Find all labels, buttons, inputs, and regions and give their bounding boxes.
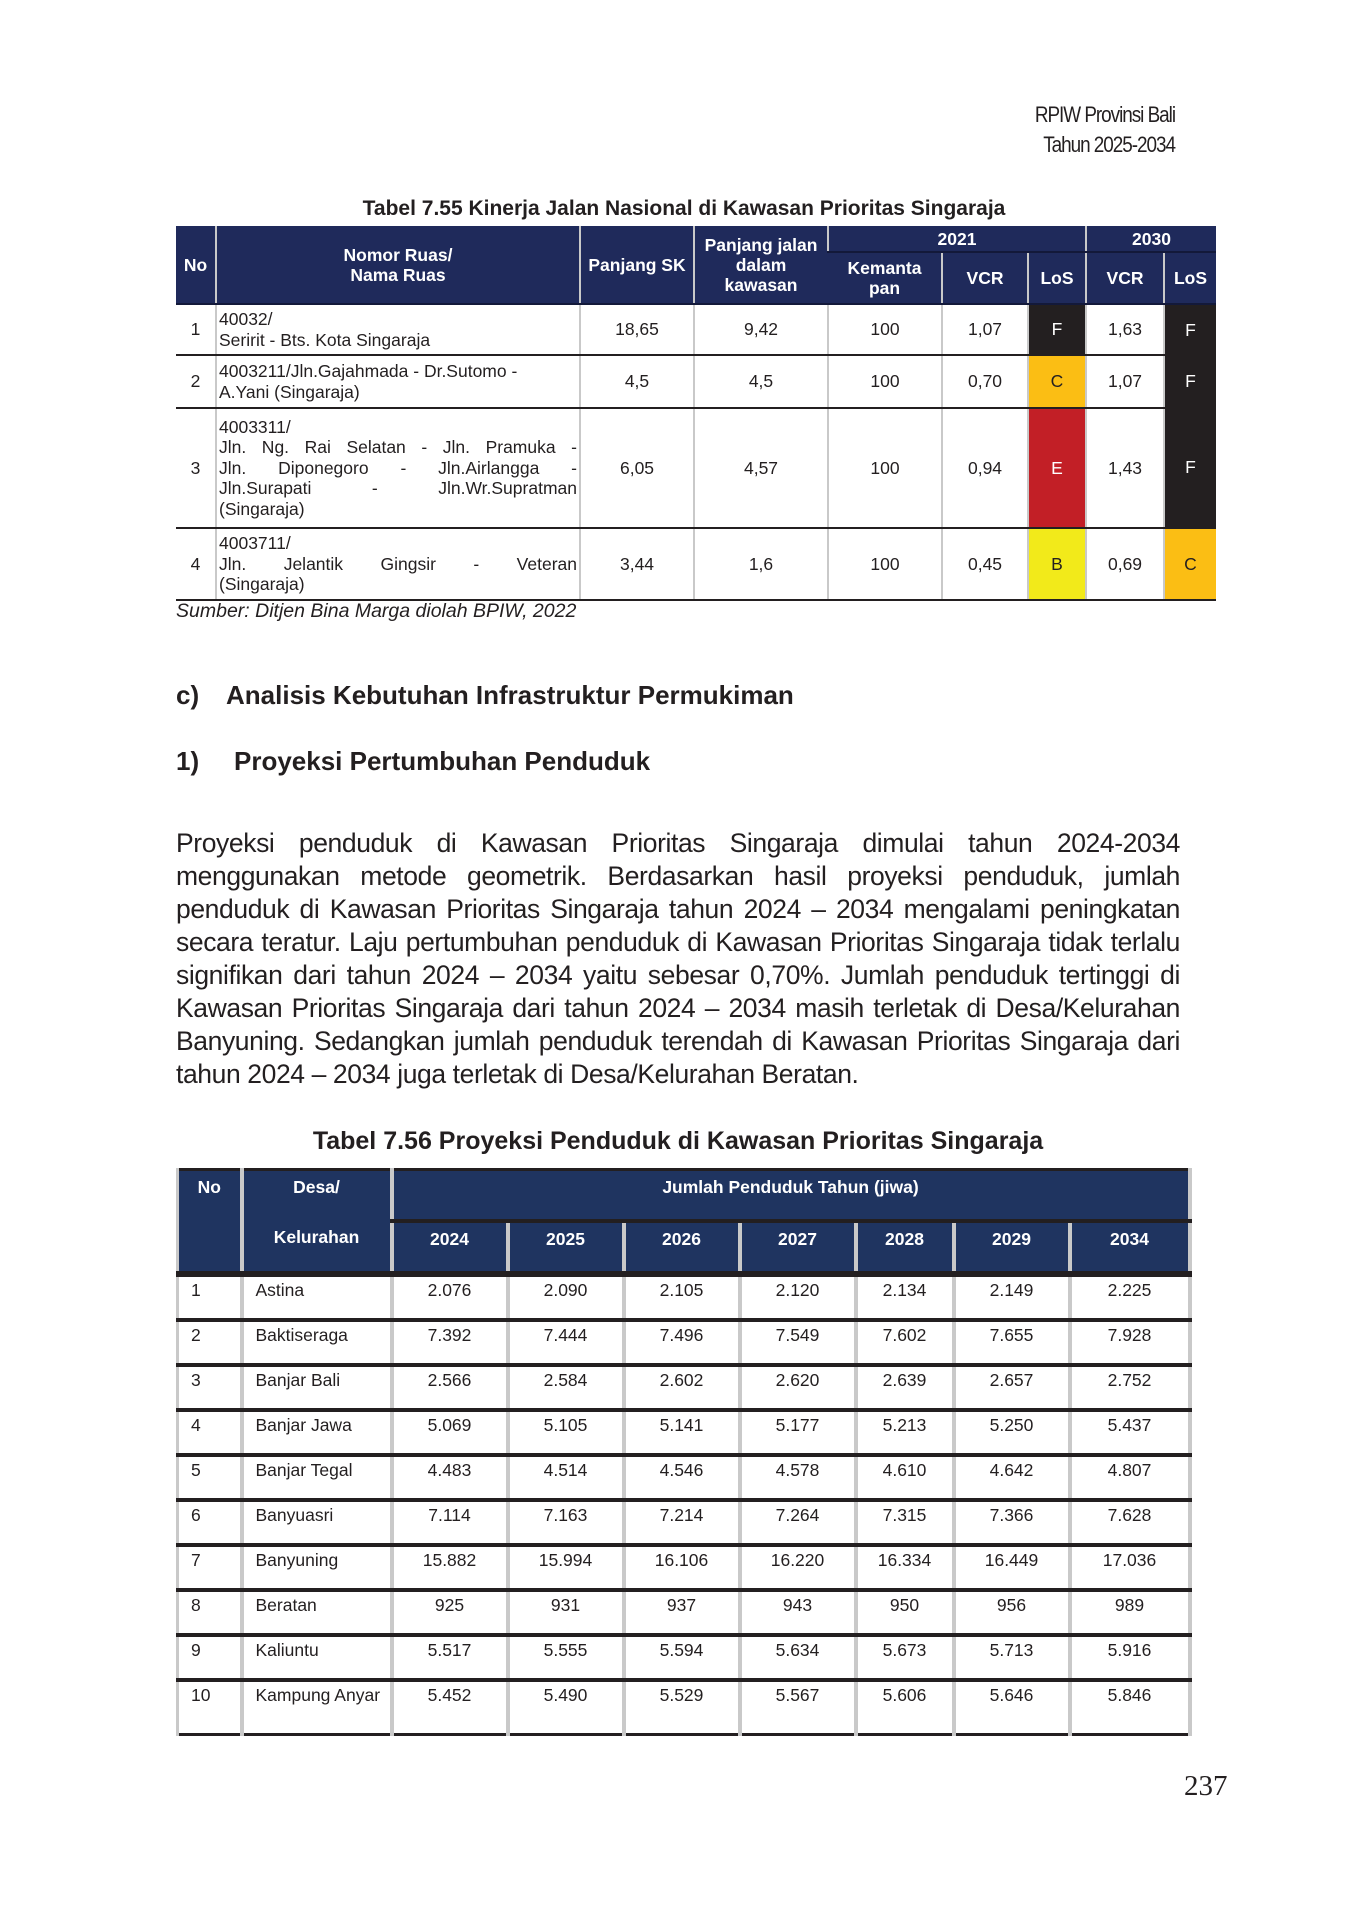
panjang-dalam-kawasan: 4,57 bbox=[694, 408, 828, 528]
population-value: 7.366 bbox=[954, 1500, 1070, 1545]
row-no: 9 bbox=[178, 1635, 242, 1680]
population-value: 16.220 bbox=[740, 1545, 856, 1590]
vcr-2021: 0,70 bbox=[942, 355, 1028, 408]
population-value: 2.620 bbox=[740, 1365, 856, 1410]
table-row bbox=[178, 1320, 1190, 1365]
population-value: 7.214 bbox=[624, 1500, 740, 1545]
table-row bbox=[178, 1274, 1190, 1320]
road-name-line: Jln. Jelantik Gingsir - Veteran bbox=[219, 553, 577, 574]
population-value: 7.315 bbox=[856, 1500, 954, 1545]
population-value: 4.483 bbox=[392, 1455, 508, 1500]
header-line: dalam bbox=[735, 254, 787, 275]
kemantapan: 100 bbox=[828, 528, 942, 600]
population-value: 4.514 bbox=[508, 1455, 624, 1500]
kemantapan: 100 bbox=[828, 355, 942, 408]
kemantapan: 100 bbox=[828, 408, 942, 528]
vcr-2021: 0,45 bbox=[942, 528, 1028, 600]
kemantapan: 100 bbox=[828, 304, 942, 355]
panjang-sk: 18,65 bbox=[580, 304, 694, 355]
col-header-panjang-dalam-kawasan bbox=[694, 226, 828, 304]
col-header-year: 2025 bbox=[508, 1221, 624, 1274]
road-name-line: Jln. Ng. Rai Selatan - Jln. Pramuka - bbox=[219, 437, 577, 458]
section-marker: c) bbox=[176, 680, 200, 710]
col-header-year: 2024 bbox=[392, 1221, 508, 1274]
desa-name: Banjar Jawa bbox=[242, 1410, 392, 1455]
panjang-dalam-kawasan: 1,6 bbox=[694, 528, 828, 600]
vcr-2030: 1,43 bbox=[1086, 408, 1164, 528]
panjang-sk: 3,44 bbox=[580, 528, 694, 600]
population-value: 5.555 bbox=[508, 1635, 624, 1680]
population-value: 5.141 bbox=[624, 1410, 740, 1455]
desa-name: Beratan bbox=[242, 1590, 392, 1635]
vcr-2030: 1,07 bbox=[1086, 355, 1164, 408]
population-value: 5.250 bbox=[954, 1410, 1070, 1455]
road-name bbox=[216, 408, 580, 528]
panjang-dalam-kawasan: 4,5 bbox=[694, 355, 828, 408]
row-no: 1 bbox=[178, 1274, 242, 1320]
population-value: 5.846 bbox=[1070, 1680, 1190, 1735]
population-value: 5.069 bbox=[392, 1410, 508, 1455]
col-header-panjang-sk: Panjang SK bbox=[580, 226, 694, 304]
running-header-period: Tahun 2025-2034 bbox=[1043, 132, 1175, 157]
section-marker: 1) bbox=[176, 746, 200, 776]
table-row bbox=[178, 1635, 1190, 1680]
col-header-no-cont bbox=[178, 1221, 242, 1274]
row-no: 3 bbox=[176, 408, 216, 528]
road-name-line: 40032/ bbox=[219, 309, 273, 329]
population-value: 5.517 bbox=[392, 1635, 508, 1680]
population-value: 2.584 bbox=[508, 1365, 624, 1410]
population-value: 950 bbox=[856, 1590, 954, 1635]
table-source-note: Sumber: Ditjen Bina Marga diolah BPIW, 2022 bbox=[176, 600, 577, 622]
population-value: 5.646 bbox=[954, 1680, 1070, 1735]
population-value: 5.529 bbox=[624, 1680, 740, 1735]
population-value: 2.752 bbox=[1070, 1365, 1190, 1410]
road-performance-table bbox=[176, 226, 1216, 601]
desa-name: Kaliuntu bbox=[242, 1635, 392, 1680]
panjang-sk: 6,05 bbox=[580, 408, 694, 528]
section-title: Analisis Kebutuhan Infrastruktur Permukiman bbox=[226, 680, 794, 710]
header-line: Kemanta bbox=[847, 258, 922, 278]
los-2021-badge: F bbox=[1028, 304, 1086, 355]
subsection-heading-1 bbox=[176, 746, 650, 777]
table-row bbox=[178, 1680, 1190, 1735]
col-group-2030: 2030 bbox=[1086, 226, 1216, 252]
col-header-year: 2026 bbox=[624, 1221, 740, 1274]
population-value: 5.177 bbox=[740, 1410, 856, 1455]
population-value: 2.076 bbox=[392, 1274, 508, 1320]
body-paragraph: Proyeksi penduduk di Kawasan Prioritas Singaraja dimulai tahun 2024-2034 menggunakan metode geometrik. Berdasarkan hasil proyeksi penduduk, jumlah penduduk di Kawasan Prioritas Singaraja tahun 2024 – 2034 mengalami peningkatan secara teratur. Laju pertumbuhan penduduk di Kawasan Prioritas Singaraja tidak terlalu signifikan dari tahun 2024 – 2034 yaitu sebesar 0,70%. Jumlah penduduk tertinggi di Kawasan Prioritas Singaraja dari tahun 2024 – 2034 masih terletak di Desa/Kelurahan Banyuning. Sedangkan jumlah penduduk terendah di Kawasan Prioritas Singaraja dari tahun 2024 – 2034 juga terletak di Desa/Kelurahan Beratan. bbox=[176, 827, 1180, 1089]
col-header-kemantapan bbox=[828, 252, 942, 304]
population-value: 7.602 bbox=[856, 1320, 954, 1365]
road-name-line: 4003311/ bbox=[219, 416, 291, 437]
col-header-desa: Desa/ bbox=[242, 1170, 392, 1222]
population-value: 15.994 bbox=[508, 1545, 624, 1590]
population-value: 5.105 bbox=[508, 1410, 624, 1455]
los-2030-badge: F bbox=[1164, 355, 1216, 408]
population-value: 2.090 bbox=[508, 1274, 624, 1320]
col-header-year: 2027 bbox=[740, 1221, 856, 1274]
road-name bbox=[216, 528, 580, 600]
table-7-56-caption: Tabel 7.56 Proyeksi Penduduk di Kawasan Prioritas Singaraja bbox=[312, 1127, 1044, 1155]
population-value: 16.106 bbox=[624, 1545, 740, 1590]
col-group-jumlah-penduduk: Jumlah Penduduk Tahun (jiwa) bbox=[392, 1170, 1190, 1222]
vcr-2021: 1,07 bbox=[942, 304, 1028, 355]
population-value: 7.163 bbox=[508, 1500, 624, 1545]
desa-name: Kampung Anyar bbox=[242, 1680, 392, 1735]
table-row bbox=[176, 304, 1216, 355]
table-row bbox=[178, 1500, 1190, 1545]
row-no: 2 bbox=[176, 355, 216, 408]
col-header-no: No bbox=[176, 226, 216, 304]
table-row bbox=[178, 1545, 1190, 1590]
row-no: 1 bbox=[176, 304, 216, 355]
population-value: 5.916 bbox=[1070, 1635, 1190, 1680]
population-value: 989 bbox=[1070, 1590, 1190, 1635]
population-value: 2.225 bbox=[1070, 1274, 1190, 1320]
population-value: 7.496 bbox=[624, 1320, 740, 1365]
population-value: 956 bbox=[954, 1590, 1070, 1635]
desa-name: Banyuasri bbox=[242, 1500, 392, 1545]
population-value: 7.264 bbox=[740, 1500, 856, 1545]
population-value: 7.655 bbox=[954, 1320, 1070, 1365]
los-2030-badge: C bbox=[1164, 528, 1216, 600]
population-value: 4.546 bbox=[624, 1455, 740, 1500]
population-value: 931 bbox=[508, 1590, 624, 1635]
road-name-line: (Singaraja) bbox=[219, 498, 305, 519]
population-value: 5.713 bbox=[954, 1635, 1070, 1680]
population-value: 16.449 bbox=[954, 1545, 1070, 1590]
population-value: 5.673 bbox=[856, 1635, 954, 1680]
population-value: 4.578 bbox=[740, 1455, 856, 1500]
col-header-year: 2028 bbox=[856, 1221, 954, 1274]
col-header-no: No bbox=[178, 1170, 242, 1222]
row-no: 5 bbox=[178, 1455, 242, 1500]
road-name-line: 4003711/ bbox=[219, 533, 291, 554]
population-value: 2.105 bbox=[624, 1274, 740, 1320]
running-header-title: RPIW Provinsi Bali bbox=[1034, 102, 1175, 127]
table-row bbox=[178, 1590, 1190, 1635]
row-no: 8 bbox=[178, 1590, 242, 1635]
population-value: 2.639 bbox=[856, 1365, 954, 1410]
population-value: 5.437 bbox=[1070, 1410, 1190, 1455]
los-2021-badge: C bbox=[1028, 355, 1086, 408]
population-value: 5.452 bbox=[392, 1680, 508, 1735]
desa-name: Astina bbox=[242, 1274, 392, 1320]
population-value: 17.036 bbox=[1070, 1545, 1190, 1590]
road-name-line: (Singaraja) bbox=[219, 574, 305, 595]
col-header-los-2021: LoS bbox=[1028, 252, 1086, 304]
page-number: 237 bbox=[1184, 1770, 1228, 1802]
table-row bbox=[178, 1365, 1190, 1410]
desa-name: Banjar Tegal bbox=[242, 1455, 392, 1500]
population-value: 5.490 bbox=[508, 1680, 624, 1735]
population-value: 2.602 bbox=[624, 1365, 740, 1410]
road-name-line: Jln.Surapati - Jln.Wr.Supratman bbox=[219, 478, 577, 499]
population-value: 925 bbox=[392, 1590, 508, 1635]
population-value: 16.334 bbox=[856, 1545, 954, 1590]
col-group-2021: 2021 bbox=[828, 226, 1086, 252]
row-no: 4 bbox=[178, 1410, 242, 1455]
row-no: 10 bbox=[178, 1680, 242, 1735]
table-row bbox=[178, 1410, 1190, 1455]
header-line: pan bbox=[868, 278, 901, 298]
desa-name: Banjar Bali bbox=[242, 1365, 392, 1410]
population-value: 4.610 bbox=[856, 1455, 954, 1500]
running-header bbox=[1035, 100, 1175, 160]
desa-name: Banyuning bbox=[242, 1545, 392, 1590]
panjang-sk: 4,5 bbox=[580, 355, 694, 408]
vcr-2030: 0,69 bbox=[1086, 528, 1164, 600]
population-value: 937 bbox=[624, 1590, 740, 1635]
population-value: 7.928 bbox=[1070, 1320, 1190, 1365]
col-header-year: 2029 bbox=[954, 1221, 1070, 1274]
section-heading-c bbox=[176, 680, 794, 711]
population-value: 5.213 bbox=[856, 1410, 954, 1455]
col-header-year: 2034 bbox=[1070, 1221, 1190, 1274]
col-header-nama-ruas bbox=[216, 226, 580, 304]
table-row bbox=[176, 355, 1216, 408]
row-no: 6 bbox=[178, 1500, 242, 1545]
table-7-55-caption: Tabel 7.55 Kinerja Jalan Nasional di Kawasan Prioritas Singaraja bbox=[362, 197, 1006, 220]
row-no: 2 bbox=[178, 1320, 242, 1365]
population-value: 5.567 bbox=[740, 1680, 856, 1735]
population-value: 7.114 bbox=[392, 1500, 508, 1545]
los-2021-badge: E bbox=[1028, 408, 1086, 528]
population-projection-table bbox=[176, 1168, 1192, 1736]
population-value: 2.566 bbox=[392, 1365, 508, 1410]
population-value: 7.444 bbox=[508, 1320, 624, 1365]
population-value: 5.606 bbox=[856, 1680, 954, 1735]
header-line: Nomor Ruas/ bbox=[343, 244, 453, 265]
population-value: 2.120 bbox=[740, 1274, 856, 1320]
population-value: 4.642 bbox=[954, 1455, 1070, 1500]
col-header-los-2030: LoS bbox=[1164, 252, 1216, 304]
row-no: 7 bbox=[178, 1545, 242, 1590]
los-2030-badge: F bbox=[1164, 304, 1216, 355]
population-value: 5.634 bbox=[740, 1635, 856, 1680]
road-name-line: 4003211/Jln.Gajahmada - Dr.Sutomo - bbox=[219, 361, 518, 381]
col-header-kelurahan: Kelurahan bbox=[242, 1221, 392, 1274]
header-line: kawasan bbox=[724, 274, 798, 295]
row-no: 4 bbox=[176, 528, 216, 600]
desa-name: Baktiseraga bbox=[242, 1320, 392, 1365]
los-2021-badge: B bbox=[1028, 528, 1086, 600]
header-line: Panjang jalan bbox=[704, 234, 818, 255]
table-row bbox=[176, 408, 1216, 528]
road-name bbox=[216, 304, 580, 355]
section-title: Proyeksi Pertumbuhan Penduduk bbox=[234, 746, 651, 776]
vcr-2030: 1,63 bbox=[1086, 304, 1164, 355]
header-line: Nama Ruas bbox=[350, 264, 446, 285]
panjang-dalam-kawasan: 9,42 bbox=[694, 304, 828, 355]
population-value: 5.594 bbox=[624, 1635, 740, 1680]
population-value: 7.549 bbox=[740, 1320, 856, 1365]
population-value: 2.134 bbox=[856, 1274, 954, 1320]
road-name-line: A.Yani (Singaraja) bbox=[219, 381, 360, 402]
population-value: 943 bbox=[740, 1590, 856, 1635]
los-2030-badge: F bbox=[1164, 408, 1216, 528]
population-value: 2.149 bbox=[954, 1274, 1070, 1320]
vcr-2021: 0,94 bbox=[942, 408, 1028, 528]
population-value: 4.807 bbox=[1070, 1455, 1190, 1500]
population-value: 15.882 bbox=[392, 1545, 508, 1590]
road-name bbox=[216, 355, 580, 408]
road-name-line: Seririt - Bts. Kota Singaraja bbox=[219, 329, 431, 350]
col-header-vcr-2021: VCR bbox=[942, 252, 1028, 304]
road-name-line: Jln. Diponegoro - Jln.Airlangga - bbox=[219, 457, 577, 478]
population-value: 7.628 bbox=[1070, 1500, 1190, 1545]
row-no: 3 bbox=[178, 1365, 242, 1410]
table-row bbox=[178, 1455, 1190, 1500]
population-value: 7.392 bbox=[392, 1320, 508, 1365]
population-value: 2.657 bbox=[954, 1365, 1070, 1410]
table-row bbox=[176, 528, 1216, 600]
col-header-vcr-2030: VCR bbox=[1086, 252, 1164, 304]
